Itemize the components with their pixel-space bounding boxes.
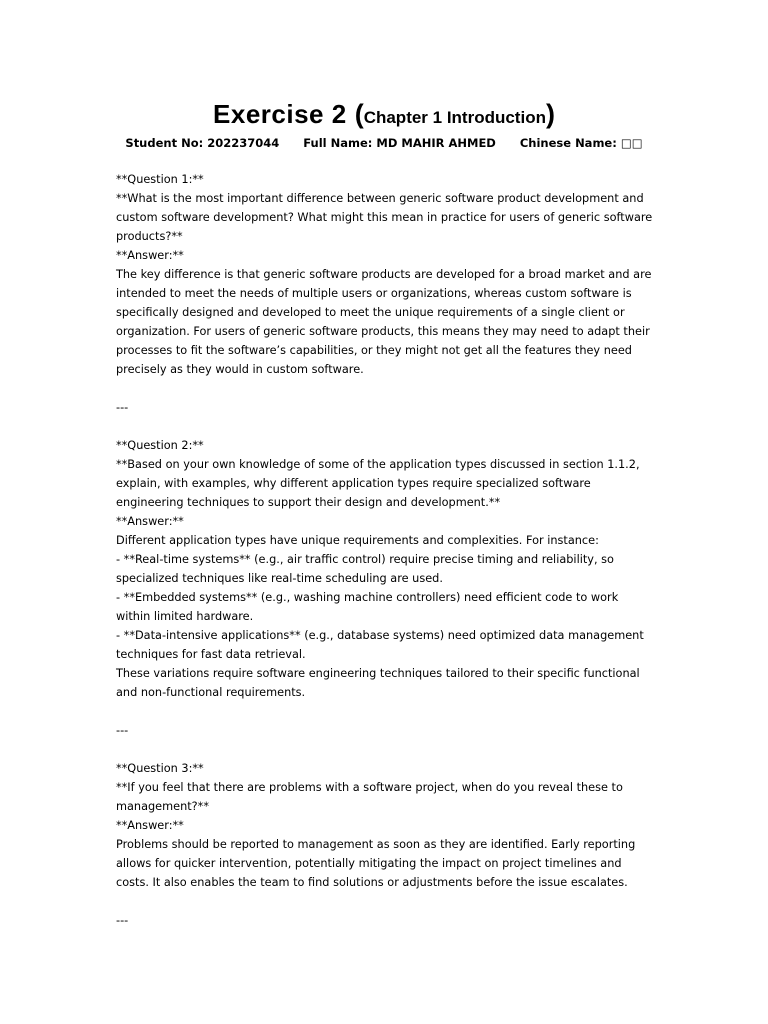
- answer-paragraph: Problems should be reported to management as soon as they are identified. Early reporting allows for quicker intervention, potentially mitigating the impact on project timelines and costs. It also enables the team to find solutions or adjustments before the issue escalates.: [116, 838, 636, 889]
- student-info: [0, 134, 768, 152]
- answer-label: **Answer:**: [116, 249, 184, 262]
- title-chapter: Chapter 1 Introduction: [363, 108, 546, 127]
- answer-paragraph: Different application types have unique requirements and complexities. For instance:: [116, 534, 599, 547]
- student-full-name: Full Name: MD MAHIR AHMED: [303, 136, 496, 150]
- document-body: [116, 170, 656, 930]
- section-divider: ---: [116, 401, 129, 414]
- answer-paragraph: These variations require software engineering techniques tailored to their specific functional and non-functional requirements.: [116, 667, 640, 699]
- answer-paragraph: The key difference is that generic software products are developed for a broad market and are intended to meet the needs of multiple users or organizations, whereas custom software is specifically designed and developed to meet the unique requirements of a single client or organization. For users of generic software products, this means they may need to adapt their processes to fit the software’s capabilities, or they might not get all the features they need precisely as they would in custom software.: [116, 268, 652, 376]
- question-block: [116, 436, 656, 759]
- question-block: [116, 170, 656, 436]
- section-divider: ---: [116, 724, 129, 737]
- question-label: **Question 3:**: [116, 762, 204, 775]
- title-open-paren: (: [354, 99, 364, 129]
- answer-label: **Answer:**: [116, 819, 184, 832]
- answer-bullet: - **Data-intensive applications** (e.g., database systems) need optimized data management techniques for fast data retrieval.: [116, 629, 644, 661]
- question-label: **Question 2:**: [116, 439, 204, 452]
- answer-bullet: - **Embedded systems** (e.g., washing machine controllers) need efficient code to work within limited hardware.: [116, 591, 619, 623]
- answer-bullet: - **Real-time systems** (e.g., air traffic control) require precise timing and reliability, so specialized techniques like real-time scheduling are used.: [116, 553, 614, 585]
- student-number: Student No: 202237044: [125, 136, 280, 150]
- question-label: **Question 1:**: [116, 173, 204, 186]
- title-exercise: Exercise 2: [213, 99, 347, 129]
- question-prompt: **What is the most important difference between generic software product development and custom software development? What might this mean in practice for users of generic software products?**: [116, 192, 653, 243]
- student-chinese-name: Chinese Name: □□: [519, 136, 643, 150]
- answer-label: **Answer:**: [116, 515, 184, 528]
- question-prompt: **If you feel that there are problems with a software project, when do you reveal these to management?**: [116, 781, 623, 813]
- section-divider: ---: [116, 914, 129, 927]
- title-close-paren: ): [545, 99, 555, 129]
- question-prompt: **Based on your own knowledge of some of the application types discussed in section 1.1.2, explain, with examples, why different application types require specialized software engineering techniques to support their design and development.**: [116, 458, 640, 509]
- question-block: [116, 759, 656, 930]
